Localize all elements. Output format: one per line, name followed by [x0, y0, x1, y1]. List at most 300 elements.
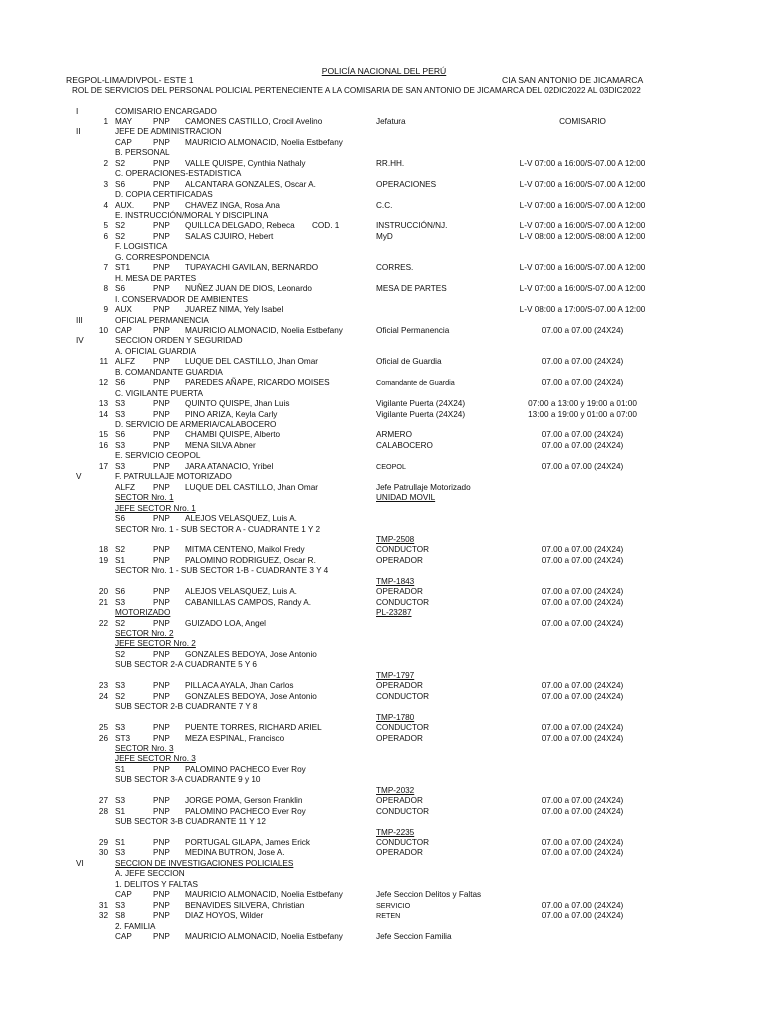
- role-cell: OPERACIONES: [376, 179, 437, 189]
- schedule-cell: L-V 07:00 a 16:00/S-07.00 A 12:00: [519, 179, 646, 189]
- role-cell: RETEN: [376, 911, 401, 921]
- role-cell: OPERADOR: [376, 848, 423, 858]
- rank-cell: S3: [115, 597, 126, 607]
- role-cell: TMP-1780: [376, 712, 415, 722]
- name-cell: SALAS CJUIRO, Hebert: [185, 231, 274, 241]
- schedule-cell: 07.00 a 07.00 (24X24): [541, 618, 624, 628]
- roster-row: [0, 492, 768, 503]
- pnp-cell: PNP: [153, 796, 170, 806]
- roster-row: [0, 262, 768, 273]
- pnp-cell: PNP: [153, 461, 170, 471]
- roster-row: [0, 503, 768, 514]
- pnp-cell: PNP: [153, 555, 170, 565]
- schedule-cell: 07.00 a 07.00 (24X24): [541, 838, 624, 847]
- name-cell: MAURICIO ALMONACID, Noelia Estbefany: [185, 137, 343, 147]
- section-label: SUB SECTOR 3-B CUADRANTE 11 Y 12: [115, 817, 266, 827]
- row-number: 10: [98, 325, 108, 335]
- name-cell: MITMA CENTENO, Maikol Fredy: [185, 545, 305, 555]
- roster-row: [0, 513, 768, 524]
- roster-row: [0, 659, 768, 670]
- pnp-cell: PNP: [153, 200, 170, 210]
- role-cell: C.C.: [376, 200, 393, 210]
- roster-row: [0, 429, 768, 440]
- pnp-cell: PNP: [153, 263, 170, 273]
- schedule-cell: L-V 08:00 a 12:00/S-08:00 A 12:00: [519, 231, 646, 241]
- role-cell: Jefe Patrullaje Motorizado: [376, 482, 471, 492]
- rank-cell: S3: [115, 461, 126, 471]
- roster-row: [0, 806, 768, 817]
- pnp-cell: PNP: [153, 848, 170, 858]
- roster-row: [0, 126, 768, 137]
- pnp-cell: PNP: [153, 430, 170, 440]
- schedule-cell: 13:00 a 19:00 y 01:00 a 07:00: [528, 409, 637, 419]
- rank-cell: S3: [115, 440, 126, 450]
- schedule-cell: 07.00 a 07.00 (24X24): [541, 733, 624, 743]
- schedule-cell: 07.00 a 07.00 (24X24): [541, 587, 624, 597]
- roster-row: [0, 273, 768, 284]
- name-cell: CHAVEZ INGA, Rosa Ana: [185, 200, 280, 210]
- pnp-cell: PNP: [153, 911, 170, 921]
- role-cell: CORRES.: [376, 263, 414, 273]
- pnp-cell: PNP: [153, 587, 170, 597]
- name-cell: LUQUE DEL CASTILLO, Jhan Omar: [185, 482, 319, 492]
- roster-row: [0, 879, 768, 890]
- rank-cell: CAP: [115, 325, 132, 335]
- row-number: 3: [103, 179, 108, 189]
- row-number: 24: [98, 691, 108, 701]
- roster-row: [0, 356, 768, 367]
- roster-row: [0, 816, 768, 827]
- name-cell: GONZALES BEDOYA, Jose Antonio: [185, 649, 317, 659]
- schedule-cell: 07.00 a 07.00 (24X24): [541, 430, 624, 440]
- roster-row: [0, 377, 768, 388]
- pnp-cell: PNP: [153, 900, 170, 910]
- name-cell: ALEJOS VELASQUEZ, Luis A.: [185, 587, 297, 597]
- roster-row: [0, 827, 768, 838]
- schedule-cell: COMISARIO: [559, 116, 606, 126]
- role-cell: Oficial de Guardia: [376, 357, 442, 367]
- roster-row: [0, 753, 768, 764]
- roster-row: [0, 398, 768, 409]
- pnp-cell: PNP: [153, 597, 170, 607]
- section-label: C. VIGILANTE PUERTA: [115, 388, 203, 398]
- role-cell: OPERADOR: [376, 587, 423, 597]
- role-cell: ARMERO: [376, 430, 412, 440]
- roster-row: [0, 419, 768, 430]
- name-cell: MEZA ESPINAL, Francisco: [185, 733, 285, 743]
- name-cell: PAREDES AÑAPE, RICARDO MOISES: [185, 378, 330, 388]
- rank-cell: S3: [115, 681, 126, 691]
- rank-cell: S6: [115, 514, 126, 524]
- row-number: 11: [99, 357, 108, 367]
- role-cell: CONDUCTOR: [376, 838, 430, 847]
- name-cell: MENA SILVA Abner: [185, 440, 256, 450]
- section-numeral: II: [76, 127, 81, 137]
- section-label: E. INSTRUCCIÓN/MORAL Y DISCIPLINA: [115, 211, 269, 220]
- role-cell: Jefe Seccion Familia: [376, 932, 452, 942]
- row-number: 12: [98, 378, 108, 388]
- role-cell: CONDUCTOR: [376, 806, 430, 816]
- role-cell: TMP-1797: [376, 670, 415, 680]
- roster-row: [0, 325, 768, 336]
- roster-row: [0, 701, 768, 712]
- roster-row: [0, 220, 768, 231]
- row-number: 21: [98, 597, 108, 607]
- roster-row: [0, 315, 768, 326]
- roster-row: [0, 743, 768, 754]
- role-cell: Jefatura: [376, 116, 406, 126]
- rank-cell: S6: [115, 284, 126, 294]
- roster-row: [0, 576, 768, 587]
- role-cell: CONDUCTOR: [376, 597, 430, 607]
- roster-row: [0, 691, 768, 702]
- section-label: SECTOR Nro. 1 - SUB SECTOR A - CUADRANTE 1 Y 2: [115, 524, 321, 534]
- schedule-cell: 07.00 a 07.00 (24X24): [541, 440, 624, 450]
- section-label: JEFE SECTOR Nro. 3: [115, 754, 196, 764]
- row-number: 32: [98, 911, 108, 921]
- roster-row: [0, 565, 768, 576]
- rank-cell: S3: [115, 723, 126, 733]
- section-label: SECCION DE INVESTIGACIONES POLICIALES: [115, 858, 294, 868]
- roster-row: [0, 555, 768, 566]
- section-label: A. OFICIAL GUARDIA: [115, 346, 197, 356]
- rank-cell: ALFZ: [115, 357, 136, 367]
- role-cell: Jefe Seccion Delitos y Faltas: [376, 890, 482, 900]
- pnp-cell: PNP: [153, 357, 170, 367]
- section-label: I. CONSERVADOR DE AMBIENTES: [115, 294, 248, 304]
- schedule-cell: 07.00 a 07.00 (24X24): [541, 806, 624, 816]
- schedule-cell: 07.00 a 07.00 (24X24): [541, 900, 624, 910]
- roster-row: [0, 712, 768, 723]
- name-cell: JORGE POMA, Gerson Franklin: [185, 796, 303, 806]
- roster-row: [0, 294, 768, 305]
- rank-cell: S6: [115, 587, 126, 597]
- name-cell: PINO ARIZA, Keyla Carly: [185, 409, 278, 419]
- schedule-cell: 07.00 a 07.00 (24X24): [541, 796, 624, 806]
- region-label: REGPOL-LIMA/DIVPOL- ESTE 1: [66, 75, 194, 85]
- section-label: 2. FAMILIA: [115, 921, 156, 931]
- roster-row: [0, 304, 768, 315]
- schedule-cell: 07.00 a 07.00 (24X24): [541, 555, 624, 565]
- section-label: B. COMANDANTE GUARDIA: [115, 367, 223, 377]
- section-label: OFICIAL PERMANENCIA: [115, 315, 209, 325]
- roster-row: [0, 534, 768, 545]
- row-number: 22: [98, 618, 108, 628]
- roster-row: [0, 544, 768, 555]
- schedule-cell: 07.00 a 07.00 (24X24): [541, 357, 624, 367]
- roster-row: [0, 670, 768, 681]
- roster-row: [0, 597, 768, 608]
- roster-row: [0, 921, 768, 932]
- section-label: SECCION ORDEN Y SEGURIDAD: [115, 336, 243, 346]
- pnp-cell: PNP: [153, 482, 170, 492]
- row-number: 23: [98, 681, 108, 691]
- schedule-cell: 07.00 a 07.00 (24X24): [541, 911, 624, 921]
- roster-row: [0, 837, 768, 848]
- roster-row: [0, 231, 768, 242]
- row-number: 5: [103, 221, 108, 231]
- roster-row: [0, 628, 768, 639]
- pnp-cell: PNP: [153, 378, 170, 388]
- section-label: H. MESA DE PARTES: [115, 273, 197, 283]
- roster-row: [0, 346, 768, 357]
- pnp-cell: PNP: [153, 179, 170, 189]
- role-cell: TMP-2235: [376, 827, 415, 837]
- rank-cell: S1: [115, 838, 126, 847]
- rank-cell: S3: [115, 399, 126, 409]
- role-cell: CONDUCTOR: [376, 723, 430, 733]
- roster-row: [0, 785, 768, 796]
- row-number: 18: [98, 545, 108, 555]
- pnp-cell: PNP: [153, 409, 170, 419]
- pnp-cell: PNP: [153, 514, 170, 524]
- roster-row: [0, 241, 768, 252]
- roster-row: [0, 847, 768, 858]
- section-label: SECTOR Nro. 1 - SUB SECTOR 1-B - CUADRANTE 3 Y 4: [115, 566, 329, 576]
- schedule-cell: L-V 07:00 a 16:00/S-07.00 A 12:00: [519, 284, 646, 294]
- schedule-cell: L-V 07:00 a 16:00/S-07.00 A 12:00: [519, 221, 646, 231]
- roster-row: [0, 116, 768, 127]
- section-label: B. PERSONAL: [115, 148, 170, 158]
- section-label: A. JEFE SECCION: [115, 869, 185, 879]
- role-cell: SERVICIO: [376, 900, 411, 910]
- section-label: SUB SECTOR 2-B CUADRANTE 7 Y 8: [115, 702, 258, 712]
- roster-row: [0, 868, 768, 879]
- code-cell: COD. 1: [312, 221, 340, 231]
- pnp-cell: PNP: [153, 723, 170, 733]
- schedule-cell: 07.00 a 07.00 (24X24): [541, 545, 624, 555]
- roster-row: [0, 931, 768, 942]
- section-label: JEFE SECTOR Nro. 2: [115, 639, 196, 649]
- rank-cell: CAP: [115, 932, 132, 942]
- pnp-cell: PNP: [153, 890, 170, 900]
- rank-cell: CAP: [115, 137, 132, 147]
- roster-row: [0, 158, 768, 169]
- name-cell: CHAMBI QUISPE, Alberto: [185, 430, 281, 440]
- role-cell: MyD: [376, 231, 393, 241]
- section-numeral: VI: [76, 858, 84, 868]
- name-cell: TUPAYACHI GAVILAN, BERNARDO: [185, 263, 319, 273]
- role-cell: CONDUCTOR: [376, 691, 430, 701]
- role-cell: OPERADOR: [376, 733, 423, 743]
- role-cell: Oficial Permanencia: [376, 325, 450, 335]
- roster-row: [0, 367, 768, 378]
- name-cell: PUENTE TORRES, RICHARD ARIEL: [185, 723, 322, 733]
- row-number: 1: [103, 116, 108, 126]
- section-label: SECTOR Nro. 2: [115, 629, 174, 638]
- schedule-cell: 07.00 a 07.00 (24X24): [541, 597, 624, 607]
- name-cell: QUILLCA DELGADO, Rebeca: [185, 221, 295, 231]
- name-cell: LUQUE DEL CASTILLO, Jhan Omar: [185, 357, 319, 367]
- pnp-cell: PNP: [153, 806, 170, 816]
- roster-row: [0, 586, 768, 597]
- roster-row: [0, 774, 768, 785]
- rank-cell: S2: [115, 231, 126, 241]
- roster-row: [0, 461, 768, 472]
- pnp-cell: PNP: [153, 221, 170, 231]
- schedule-cell: L-V 07:00 a 16:00/S-07.00 A 12:00: [519, 263, 646, 273]
- name-cell: GUIZADO LOA, Angel: [185, 618, 266, 628]
- row-number: 8: [103, 284, 108, 294]
- row-number: 28: [98, 806, 108, 816]
- name-cell: MAURICIO ALMONACID, Noelia Estbefany: [185, 932, 343, 942]
- schedule-cell: L-V 07:00 a 16:00/S-07.00 A 12:00: [519, 158, 646, 168]
- row-number: 13: [98, 399, 108, 409]
- roster-row: [0, 900, 768, 911]
- row-number: 25: [98, 723, 108, 733]
- role-cell: RR.HH.: [376, 158, 405, 168]
- rank-cell: AUX: [115, 305, 132, 315]
- name-cell: PORTUGAL GILAPA, James Erick: [185, 838, 310, 847]
- row-number: 31: [98, 900, 108, 910]
- pnp-cell: PNP: [153, 691, 170, 701]
- section-numeral: V: [76, 472, 82, 482]
- section-numeral: IV: [76, 336, 84, 346]
- row-number: 16: [98, 440, 108, 450]
- schedule-cell: 07.00 a 07.00 (24X24): [541, 848, 624, 858]
- section-numeral: III: [76, 315, 83, 325]
- name-cell: PALOMINO PACHECO Ever Roy: [185, 806, 306, 816]
- name-cell: JUAREZ NIMA, Yely Isabel: [185, 305, 284, 315]
- section-label: C. OPERACIONES-ESTADISTICA: [115, 169, 242, 179]
- section-label: F. LOGISTICA: [115, 242, 168, 252]
- schedule-cell: 07.00 a 07.00 (24X24): [541, 681, 624, 691]
- name-cell: PALOMINO RODRIGUEZ, Oscar R.: [185, 555, 316, 565]
- rank-cell: S3: [115, 409, 126, 419]
- row-number: 30: [98, 848, 108, 858]
- rank-cell: S2: [115, 691, 126, 701]
- role-cell: TMP-2508: [376, 534, 415, 544]
- rank-cell: S3: [115, 848, 126, 858]
- role-cell: CONDUCTOR: [376, 545, 430, 555]
- rank-cell: S8: [115, 911, 126, 921]
- row-number: 20: [98, 587, 108, 597]
- rank-cell: S1: [115, 764, 126, 774]
- section-label: F. PATRULLAJE MOTORIZADO: [115, 472, 232, 482]
- roster-row: [0, 210, 768, 221]
- section-label: SECTOR Nro. 1: [115, 493, 174, 503]
- row-number: 9: [103, 305, 108, 315]
- section-label: G. CORRESPONDENCIA: [115, 252, 210, 262]
- role-cell: OPERADOR: [376, 555, 423, 565]
- schedule-cell: 07:00 a 13:00 y 19:00 a 01:00: [528, 399, 637, 409]
- name-cell: GONZALES BEDOYA, Jose Antonio: [185, 691, 317, 701]
- name-cell: NUÑEZ JUAN DE DIOS, Leonardo: [185, 284, 312, 294]
- name-cell: VALLE QUISPE, Cynthia Nathaly: [185, 158, 306, 168]
- roster-row: [0, 471, 768, 482]
- page-title: POLICÍA NACIONAL DEL PERÚ: [321, 66, 447, 76]
- pnp-cell: PNP: [153, 231, 170, 241]
- pnp-cell: PNP: [153, 305, 170, 315]
- rank-cell: S2: [115, 649, 126, 659]
- row-number: 2: [103, 158, 108, 168]
- role-cell: PL-23287: [376, 608, 412, 618]
- schedule-cell: 07.00 a 07.00 (24X24): [541, 691, 624, 701]
- name-cell: PILLACA AYALA, Jhan Carlos: [185, 681, 294, 691]
- name-cell: JARA ATANACIO, Yribel: [185, 461, 274, 471]
- roster-row: [0, 179, 768, 190]
- role-cell: CALABOCERO: [376, 440, 433, 450]
- pnp-cell: PNP: [153, 116, 170, 126]
- role-cell: MESA DE PARTES: [376, 284, 447, 294]
- pnp-cell: PNP: [153, 545, 170, 555]
- rank-cell: AUX.: [115, 200, 135, 210]
- role-cell: Vigilante Puerta (24X24): [376, 399, 466, 409]
- section-label: D. COPIA CERTIFICADAS: [115, 190, 213, 200]
- roster-row: [0, 189, 768, 200]
- schedule-cell: L-V 08:00 a 17:00/S-07.00 A 12:00: [519, 305, 646, 315]
- roster-row: [0, 722, 768, 733]
- section-label: E. SERVICIO CEOPOL: [115, 451, 201, 461]
- role-cell: OPERADOR: [376, 796, 423, 806]
- roster-row: [0, 889, 768, 900]
- roster-row: [0, 638, 768, 649]
- name-cell: CABANILLAS CAMPOS, Randy A.: [185, 597, 312, 607]
- roster-row: [0, 283, 768, 294]
- roster-row: [0, 795, 768, 806]
- role-cell: INSTRUCCIÓN/NJ.: [376, 221, 448, 231]
- name-cell: MEDINA BUTRON, Jose A.: [185, 848, 285, 858]
- section-label: MOTORIZADO: [115, 608, 171, 618]
- roster-row: [0, 482, 768, 493]
- roster-row: [0, 450, 768, 461]
- roster-row: [0, 147, 768, 158]
- row-number: 29: [98, 838, 108, 847]
- role-cell: OPERADOR: [376, 681, 423, 691]
- pnp-cell: PNP: [153, 838, 170, 847]
- rank-cell: CAP: [115, 890, 132, 900]
- rank-cell: S2: [115, 158, 126, 168]
- section-label: 1. DELITOS Y FALTAS: [115, 879, 198, 889]
- roster-row: [0, 409, 768, 420]
- rank-cell: ALFZ: [115, 482, 136, 492]
- schedule-cell: 07.00 a 07.00 (24X24): [541, 461, 624, 471]
- row-number: 19: [98, 555, 108, 565]
- roster-row: [0, 335, 768, 346]
- section-label: D. SERVICIO DE ARMERIA/CALABOCERO: [115, 420, 277, 429]
- name-cell: ALCANTARA GONZALES, Oscar A.: [185, 179, 316, 189]
- section-label: COMISARIO ENCARGADO: [115, 106, 217, 116]
- section-label: SECTOR Nro. 3: [115, 743, 174, 753]
- name-cell: PALOMINO PACHECO Ever Roy: [185, 764, 306, 774]
- pnp-cell: PNP: [153, 649, 170, 659]
- name-cell: QUINTO QUISPE, Jhan Luis: [185, 399, 290, 409]
- pnp-cell: PNP: [153, 618, 170, 628]
- rank-cell: S1: [115, 555, 126, 565]
- section-label: SUB SECTOR 3-A CUADRANTE 9 y 10: [115, 775, 261, 785]
- roster-row: [0, 764, 768, 775]
- rank-cell: S6: [115, 430, 126, 440]
- schedule-cell: 07.00 a 07.00 (24X24): [541, 325, 624, 335]
- row-number: 14: [98, 409, 108, 419]
- pnp-cell: PNP: [153, 681, 170, 691]
- row-number: 26: [98, 733, 108, 743]
- rank-cell: S3: [115, 900, 126, 910]
- row-number: 6: [103, 231, 108, 241]
- role-cell: TMP-2032: [376, 785, 415, 795]
- row-number: 27: [98, 796, 108, 806]
- roster-row: [0, 649, 768, 660]
- role-cell: TMP-1843: [376, 576, 415, 586]
- roster-row: [0, 168, 768, 179]
- rank-cell: S2: [115, 618, 126, 628]
- name-cell: MAURICIO ALMONACID, Noelia Estbefany: [185, 325, 343, 335]
- name-cell: DIAZ HOYOS, Wilder: [185, 911, 264, 921]
- roster-row: [0, 440, 768, 451]
- pnp-cell: PNP: [153, 325, 170, 335]
- pnp-cell: PNP: [153, 284, 170, 294]
- roster-row: [0, 858, 768, 869]
